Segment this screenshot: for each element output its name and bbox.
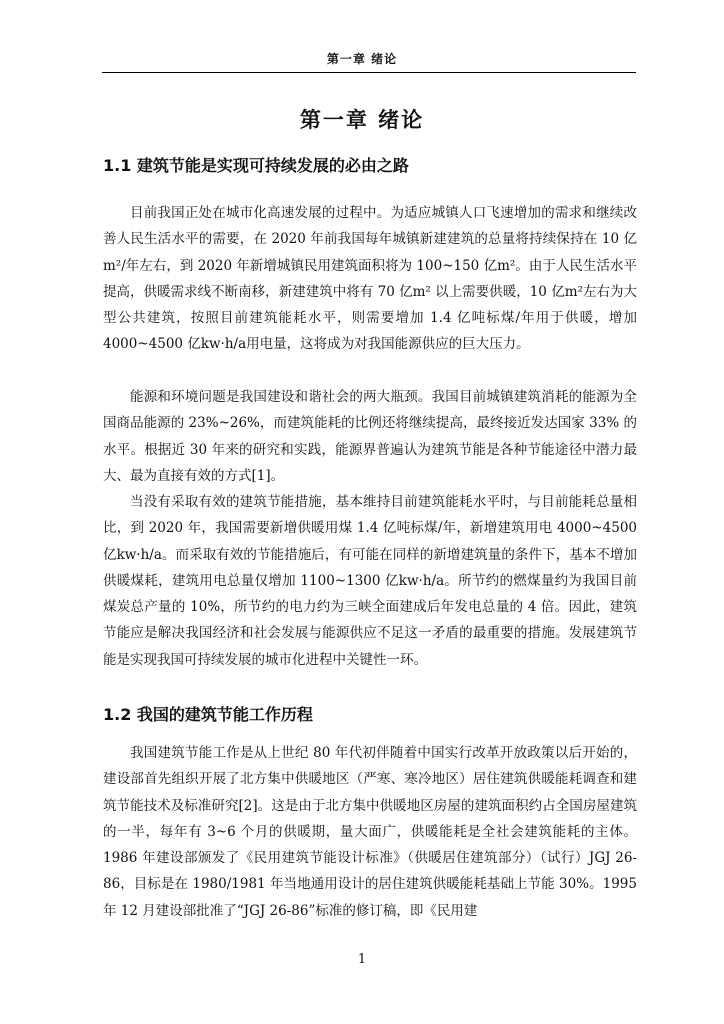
body-paragraph: 能源和环境问题是我国建设和谐社会的两大瓶颈。我国目前城镇建筑消耗的能源为全国商品能源的 23%~26%，而建筑能耗的比例还将继续提高，最终接近发达国家 33% 的水平。根据近 30 年来的研究和实践，能源界普遍认为建筑节能是各种节能途径中潜力最大、最为直接有效的方式[1]。 <box>103 389 637 484</box>
section-heading-1-2: 1.2 我国的建筑节能工作历程 <box>103 705 313 724</box>
page-number: 1 <box>357 952 367 967</box>
body-paragraph: 我国建筑节能工作是从上世纪 80 年代初伴随着中国实行改革开放政策以后开始的，建设部首先组织开展了北方集中供暖地区（严寒、寒冷地区）居住建筑供暖能耗调查和建筑节能技术及标准研究[2]。这是由于北方集中供暖地区房屋的建筑面积约占全国房屋建筑的一半，每年有 3~6 个月的供暖期，量大面广，供暖能耗是全社会建筑能耗的主体。1986 年建设部颁发了《民用建筑节能设计标准》（供暖居住建筑部分）（试行）JGJ 26-86，目标是在 1980/1981 年当地通用设计的居住建筑供暖能耗基础上节能 30%。1995 年 12 月建设部批准了“JGJ 26-86”标准的修订稿，即《民用建 <box>103 745 637 919</box>
running-header: 第一章 绪论 <box>326 52 398 66</box>
section-heading-1-1: 1.1 建筑节能是实现可持续发展的必由之路 <box>103 156 409 175</box>
header-rule <box>102 72 636 73</box>
body-paragraph: 当没有采取有效的建筑节能措施，基本维持目前建筑能耗水平时，与目前能耗总量相比，到 2020 年，我国需要新增供暖用煤 1.4 亿吨标煤/年，新增建筑用电 4000~4500 亿kw·h/a。而采取有效的节能措施后，有可能在同样的新增建筑量的条件下，基本不增加供暖煤耗，建筑用电总量仅增加 1100~1300 亿kw·h/a。所节约的燃煤量约为我国目前煤炭总产量的 10%，所节约的电力约为三峡全面建成后年发电总量的 4 倍。因此，建筑节能应是解决我国经济和社会发展与能源供应不足这一矛盾的最重要的措施。发展建筑节能是实现我国可持续发展的城市化进程中关键性一环。 <box>103 494 637 668</box>
chapter-title: 第一章 绪论 <box>299 108 425 132</box>
body-paragraph: 目前我国正处在城市化高速发展的过程中。为适应城镇人口飞速增加的需求和继续改善人民生活水平的需要，在 2020 年前我国每年城镇新建建筑的总量将持续保持在 10 亿m²/年左右，到 2020 年新增城镇民用建筑面积将为 100~150 亿m²。由于人民生活水平提高，供暖需求线不断南移，新建建筑中将有 70 亿m² 以上需要供暖，10 亿m²左右为大型公共建筑，按照目前建筑能耗水平，则需要增加 1.4 亿吨标煤/年用于供暖，增加 4000~4500 亿kw·h/a用电量，这将成为对我国能源供应的巨大压力。 <box>103 205 637 353</box>
